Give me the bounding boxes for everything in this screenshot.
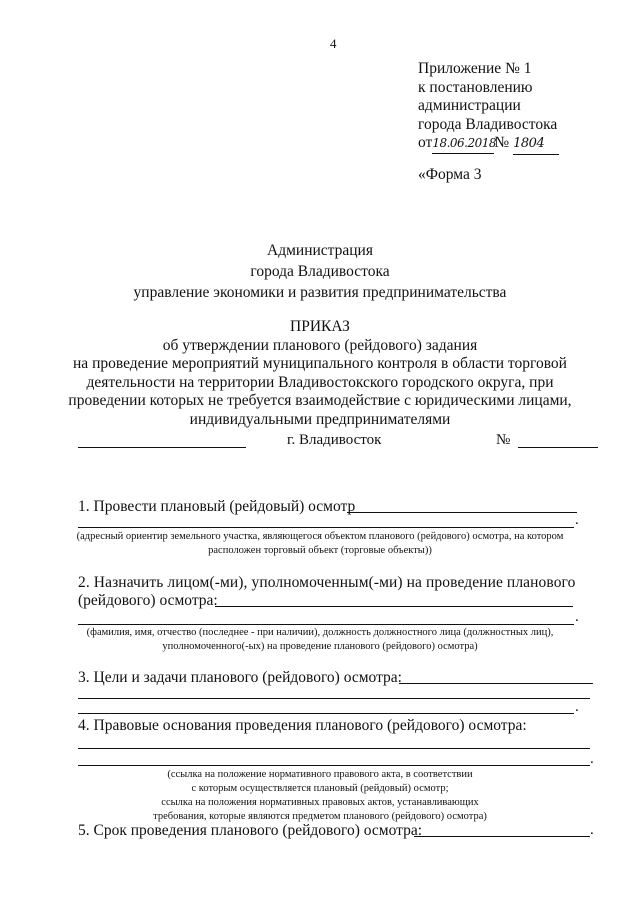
note-line: (фамилия, имя, отчество (последнее - при наличии), должность должностного лица (должностных лиц),	[86, 627, 554, 638]
note-line: (ссылка на положение нормативного правового акта, в соответствии	[167, 769, 473, 780]
item-4-blank-2	[78, 765, 590, 766]
order-heading	[0, 318, 640, 429]
order-line: об утверждении планового (рейдового) задания	[162, 336, 478, 354]
handwritten-date: 18.06.2018	[432, 136, 497, 150]
note-line: с которым осуществляется плановый (рейдовый) осмотр;	[191, 783, 449, 794]
item-3: 3. Цели и задачи планового (рейдового) осмотра:	[78, 669, 402, 686]
period: .	[590, 751, 594, 767]
period: .	[575, 609, 579, 625]
order-line: проведении которых не требуется взаимодействие с юридическими лицами,	[68, 392, 572, 409]
number-field	[513, 134, 559, 155]
item-4-blank	[78, 748, 590, 749]
appendix-block	[418, 60, 559, 155]
appendix-date-line	[418, 134, 559, 155]
order-date-blank	[78, 447, 246, 448]
item-5: 5. Срок проведения планового (рейдового) осмотра:	[78, 822, 423, 839]
item-2-note	[0, 626, 640, 654]
note-line: требования, которые являются предметом планового (рейдового) осмотра)	[153, 811, 487, 822]
item-2-blank	[215, 606, 573, 607]
item-1-blank-2	[78, 527, 574, 528]
item-2-cont: (рейдового) осмотра:	[78, 592, 218, 609]
period: .	[575, 699, 579, 715]
order-line: деятельности на территории Владивостокского городского округа, при	[86, 373, 554, 391]
appendix-line: города Владивостока	[418, 115, 558, 133]
note-line: уполномоченного(-ых) на проведение планового (рейдового) осмотра)	[162, 641, 478, 652]
appendix-line: Приложение № 1	[418, 60, 532, 77]
item-2: 2. Назначить лицом(-ми), уполномоченным(-ми) на проведение планового	[78, 574, 576, 591]
organization-header	[0, 240, 640, 303]
number-sign: №	[494, 134, 510, 151]
page-number: 4	[330, 36, 337, 51]
org-line: управление экономики и развития предпринимательства	[133, 284, 507, 301]
appendix-line: к постановлению	[418, 78, 533, 96]
period: .	[575, 512, 579, 528]
item-3-blank-2	[78, 698, 590, 699]
period: .	[590, 822, 594, 838]
handwritten-number: 1804	[513, 136, 545, 151]
order-line: на проведение мероприятий муниципального контроля в области торговой	[73, 355, 567, 372]
item-1: 1. Провести плановый (рейдовый) осмотр	[78, 498, 356, 515]
org-line: города Владивостока	[250, 263, 390, 280]
form-label: «Форма 3	[418, 166, 482, 183]
item-4-note	[0, 768, 640, 824]
item-3-blank-3	[78, 713, 574, 714]
date-prefix: от	[418, 134, 433, 151]
note-line: ссылка на положения нормативных правовых актов, устанавливающих	[161, 797, 479, 808]
order-line: индивидуальными предпринимателями	[189, 410, 451, 428]
appendix-line: администрации	[418, 97, 521, 114]
order-number-sign: №	[496, 432, 511, 448]
item-4: 4. Правовые основания проведения планового (рейдового) осмотра:	[78, 717, 527, 734]
item-1-note	[0, 530, 640, 558]
date-field	[432, 134, 497, 154]
order-city: г. Владивосток	[287, 432, 382, 448]
order-title: ПРИКАЗ	[290, 318, 350, 335]
note-line: расположен торговый объект (торговые объекты))	[208, 545, 432, 556]
org-line: Администрация	[267, 242, 373, 259]
note-line: (адресный ориентир земельного участка, являющегося объектом планового (рейдового) осмотра, на котором	[76, 531, 564, 542]
item-1-blank	[347, 512, 577, 513]
item-3-blank	[399, 683, 593, 684]
order-number-blank	[518, 447, 598, 448]
item-5-blank	[414, 836, 590, 837]
item-2-blank-2	[78, 624, 574, 625]
